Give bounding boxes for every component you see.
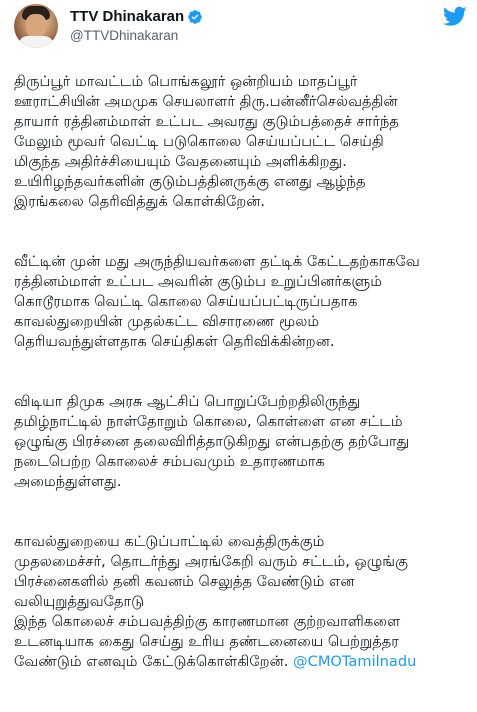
author-display-name-row[interactable] (70, 7, 203, 27)
avatar-shirt (18, 36, 54, 48)
tweet-paragraph-3: விடியா திமுக அரசு ஆட்சிப் பொறுப்பேற்றதிலிருந்து தமிழ்நாட்டில் நாள்தோறும் கொலை, கொள்ளை என சட்டம் ஒழுங்கு பிரச்னை தலைவிரித்தாடுகிறது என்பதற்கு தற்போது நடைபெற்ற கொலைச் சம்பவமும் உதாரணமாக அமைந்துள்ளது. (14, 393, 410, 490)
tweet-paragraph-4 (14, 532, 469, 672)
tweet-paragraph-2: வீட்டின் முன் மது அருந்தியவர்களை தட்டிக் கேட்டதற்காகவே ரத்தினம்மாள் உட்பட அவரின் குடும்ப உறுப்பினர்களும் கொடூரமாக வெட்டி கொலை செய்யப்பட்டிருப்பதாக காவல்துறையின் முதல்கட்ட விசாரணை மூலம் தெரியவந்துள்ளதாக செய்திகள் தெரிவிக்கின்றன. (14, 253, 420, 350)
tweet-header (14, 4, 467, 48)
author-names (70, 6, 203, 45)
verified-badge-icon (187, 9, 203, 25)
tweet-text (14, 52, 469, 712)
avatar[interactable] (14, 4, 58, 48)
twitter-logo-icon[interactable] (443, 4, 467, 28)
tweet-paragraph-1: திருப்பூர் மாவட்டம் பொங்கலூர் ஒன்றியம் மாதப்பூர் ஊராட்சியின் அமமுக செயலாளர் திரு.பன்னீர்செல்வத்தின் தாயார் ரத்தினம்மாள் உட்பட அவரது குடும்பத்தைச் சார்ந்த மேலும் மூவர் வெட்டி படுகொலை செய்யப்பட்ட செய்தி மிகுந்த அதிர்ச்சியையும் வேதனையும் அளிக்கிறது. உயிரிழந்தவர்களின் குடும்பத்தினருக்கு எனது ஆழ்ந்த இரங்கலை தெரிவித்துக் கொள்கிறேன். (14, 73, 399, 210)
author-display-name[interactable]: TTV Dhinakaran (70, 8, 185, 25)
tweet-paragraph-4-text: காவல்துறையை கட்டுப்பாட்டில் வைத்திருக்கும் முதலமைச்சர், தொடர்ந்து அரங்கேறி வரும் சட்டம், ஒழுங்கு பிரச்னைகளில் தனி கவனம் செலுத்த வேண்டும் என வலியுறுத்துவதோடு இந்த கொலைச் சம்பவத்திற்கு காரணமான குற்றவாளிகளை உடனடியாக கைது செய்து உரிய தண்டனையை பெற்றுத்தர வேண்டும் எனவும் கேட்டுக்கொள்கிறேன். (14, 533, 408, 670)
mention-link[interactable]: @CMOTamilnadu (293, 653, 417, 670)
avatar-face (26, 14, 46, 38)
author-handle[interactable]: @TTVDhinakaran (70, 28, 179, 43)
